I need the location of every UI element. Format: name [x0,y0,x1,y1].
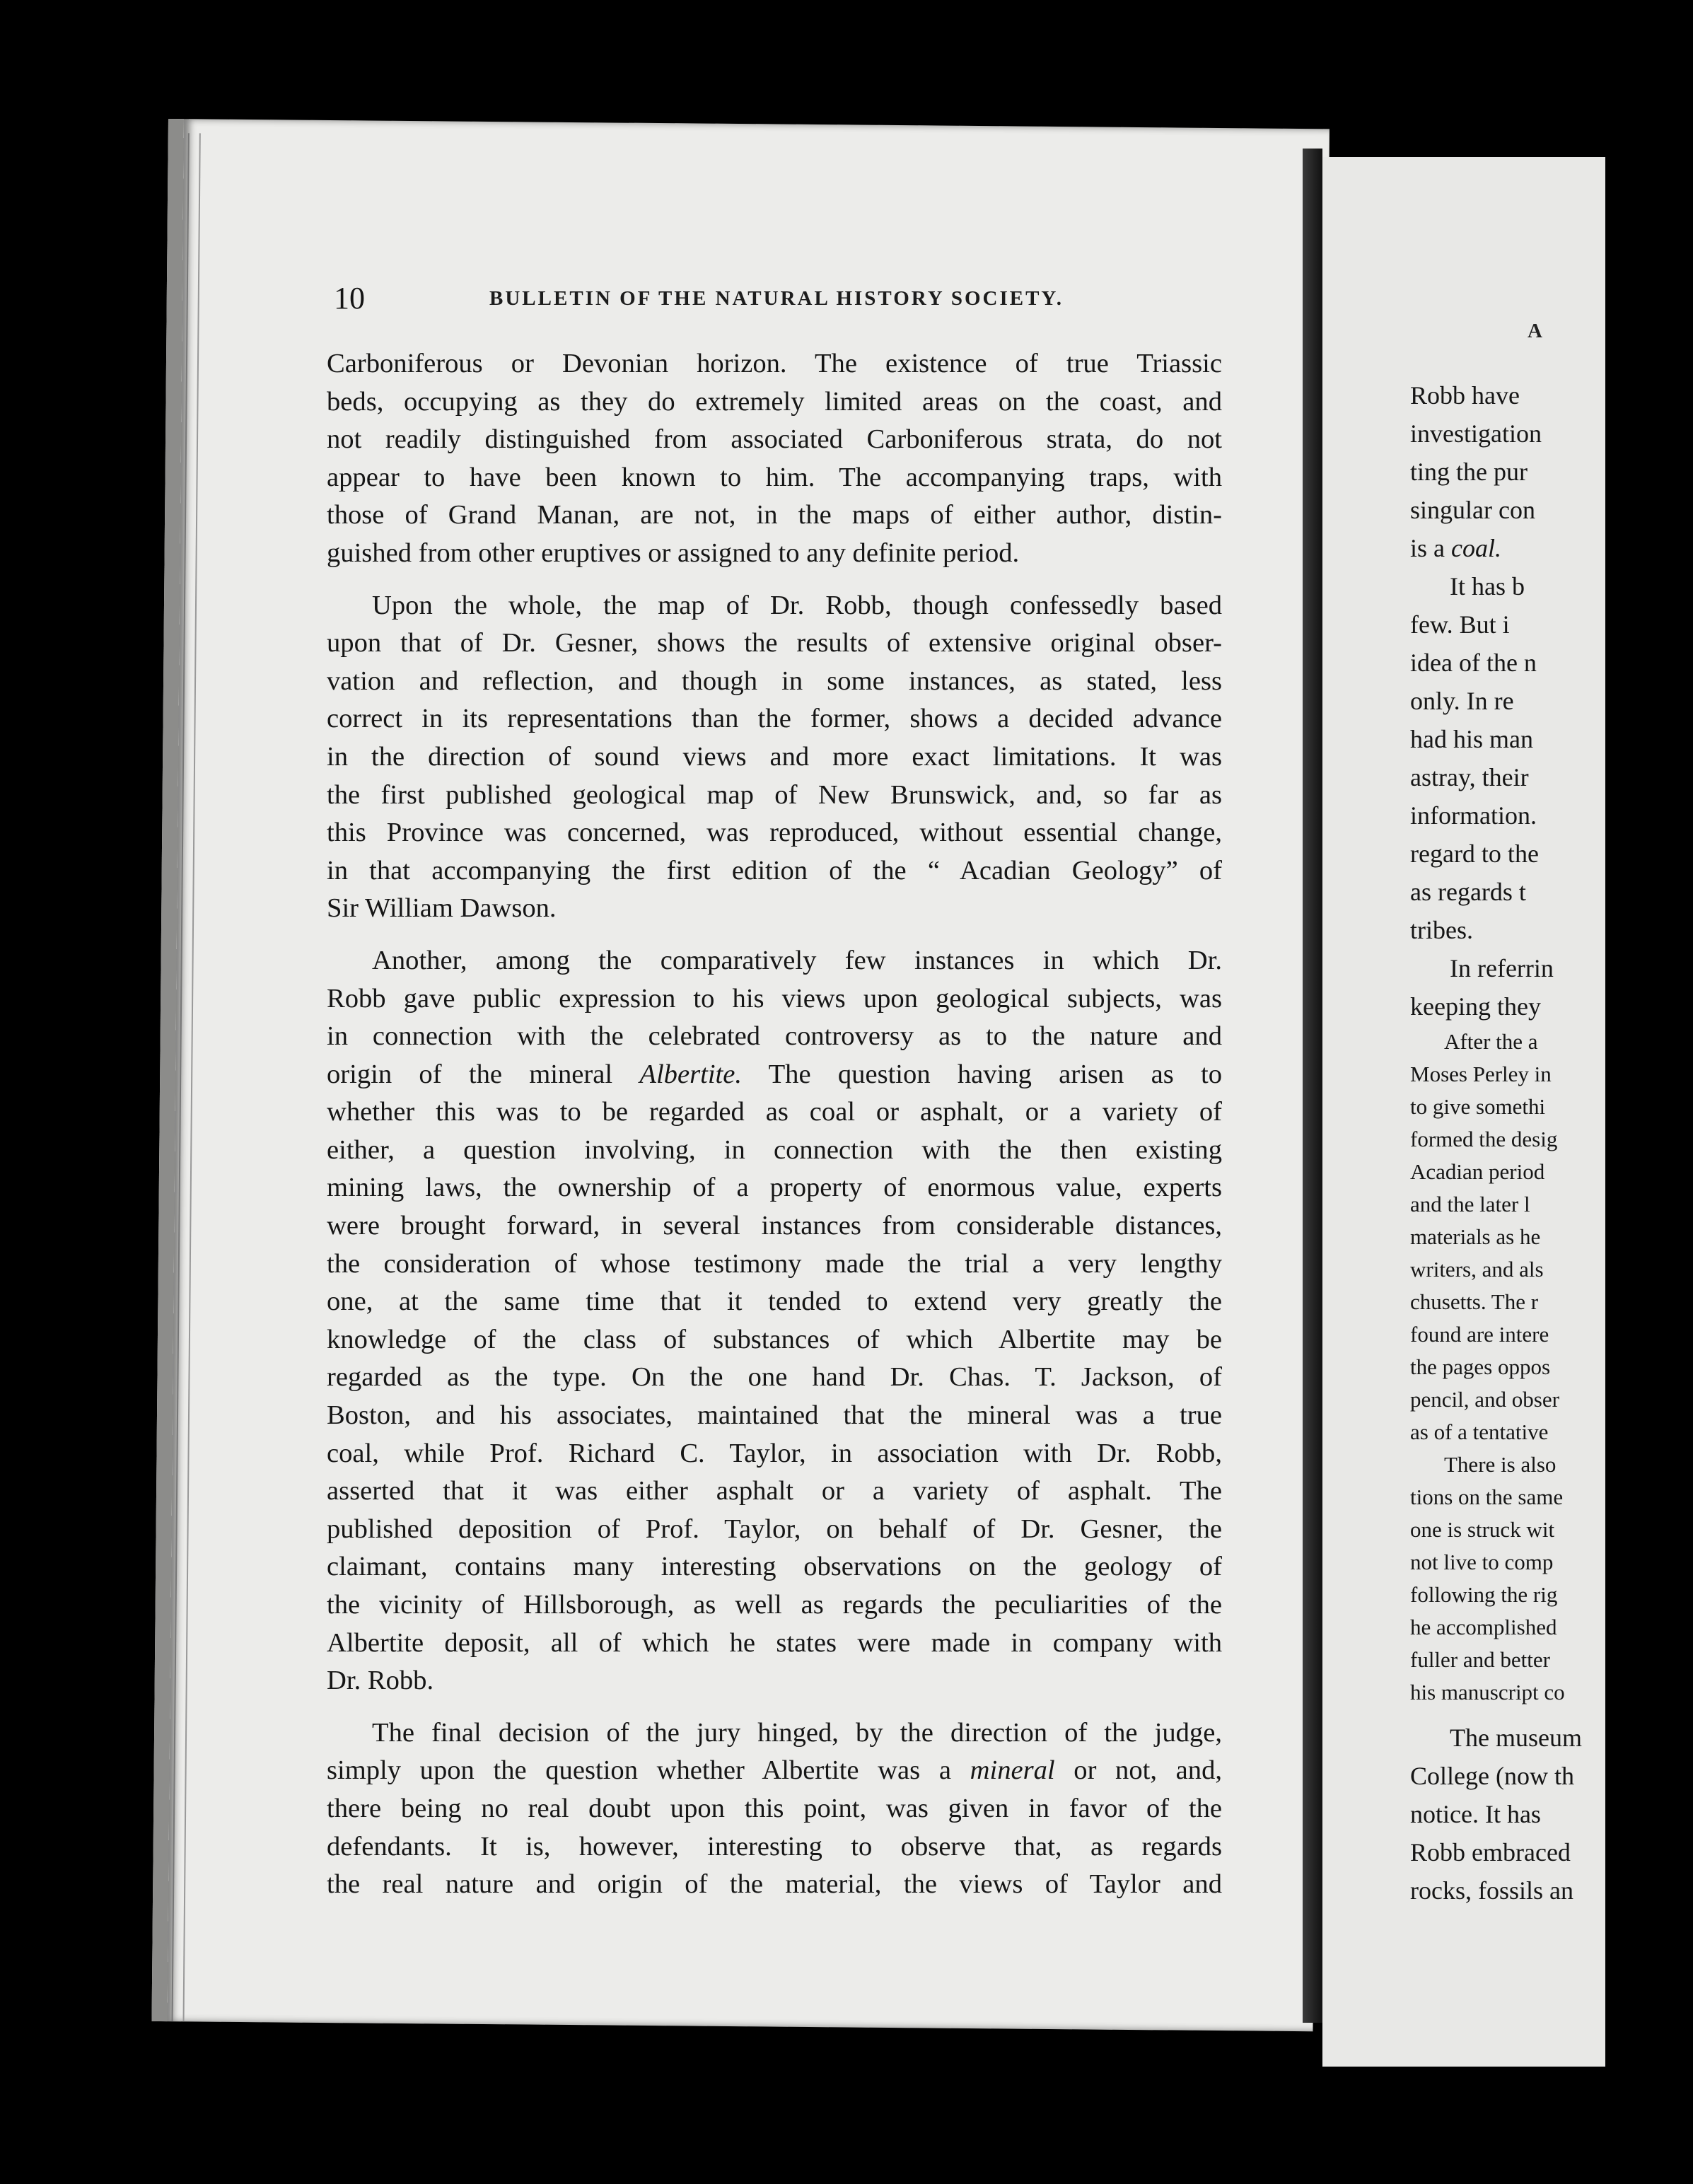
text-line: the first published geological map of New Brunswick, and, so far as [327,779,1222,810]
text-line: simply upon the question whether Albertite was a mineral or not, and, [327,1755,1222,1786]
facing-page-line: Robb have [1410,381,1520,410]
text-line: the vicinity of Hillsborough, as well as regards the peculiarities of the [327,1590,1222,1620]
text-line: published deposition of Prof. Taylor, on behalf of Dr. Gesner, the [327,1514,1222,1544]
facing-page-line: astray, their [1410,763,1529,791]
italic-term: coal. [1451,534,1501,562]
facing-page-line: fuller and better [1410,1647,1550,1672]
facing-page-line: few. But i [1410,610,1510,639]
text-line: mining laws, the ownership of a property of enormous value, experts [327,1173,1222,1203]
running-head-title: BULLETIN OF THE NATURAL HISTORY SOCIETY. [489,287,1064,310]
text-line: guished from other eruptives or assigned to any definite period. [327,538,1020,568]
text-line: those of Grand Manan, are not, in the maps of either author, distin- [327,500,1222,530]
text-line: Sir William Dawson. [327,893,557,924]
running-head [334,280,1267,315]
facing-page-line: only. In re [1410,687,1514,715]
facing-page-line: had his man [1410,725,1533,753]
text-line: vation and reflection, and though in some instances, as stated, less [327,666,1222,696]
text-line: whether this was to be regarded as coal or asphalt, or a variety of [327,1097,1222,1127]
text-line: this Province was concerned, was reproduced, without essential change, [327,818,1222,848]
page-number: 10 [334,281,365,315]
text-line: either, a question involving, in connection with the then existing [327,1134,1222,1165]
text-line: The final decision of the jury hinged, by the direction of the judge, [372,1717,1222,1748]
facing-page-line: information. [1410,801,1537,830]
text-line: regarded as the type. On the one hand Dr. Chas. T. Jackson, of [327,1362,1222,1393]
facing-page-line: Moses Perley in [1410,1062,1552,1086]
facing-page-running-head: A [1528,320,1544,342]
facing-page-line: to give somethi [1410,1094,1546,1119]
facing-page-line: formed the desig [1410,1127,1558,1151]
facing-page-line: Robb embraced [1410,1838,1571,1866]
facing-page-line: materials as he [1410,1224,1541,1249]
facing-page-line: writers, and als [1410,1257,1544,1282]
text-line: Another, among the comparatively few instances in which Dr. [372,945,1222,975]
facing-page-line: tribes. [1410,916,1473,944]
page-body-text [327,345,1222,1904]
text-line: claimant, contains many interesting observations on the geology of [327,1552,1222,1582]
facing-page-line: following the rig [1410,1582,1558,1607]
facing-page-line: the pages oppos [1410,1354,1551,1379]
gutter-shadow [1303,149,1322,2023]
facing-page-line: ting the pur [1410,458,1528,486]
text-line: Albertite deposit, all of which he states were made in company with [327,1627,1222,1658]
text-line: there being no real doubt upon this point, was given in favor of the [327,1793,1222,1823]
facing-page-line: he accomplished [1410,1615,1557,1639]
facing-page-line: is a coal. [1410,534,1501,562]
text-line: asserted that it was either asphalt or a variety of asphalt. The [327,1476,1222,1506]
text-line: Boston, and his associates, maintained that the mineral was a true [327,1400,1222,1431]
facing-page [1322,157,1605,2067]
facing-page-line: After the a [1444,1029,1538,1054]
facing-page-line: College (now th [1410,1762,1574,1790]
paragraph [327,942,1222,1700]
text-line: beds, occupying as they do extremely limited areas on the coast, and [327,386,1222,417]
facing-page-line: The museum [1450,1724,1582,1752]
facing-page-text [1410,376,1693,1910]
text-line: Robb gave public expression to his views upon geological subjects, was [327,983,1222,1013]
facing-page-line: not live to comp [1410,1550,1554,1574]
facing-page-line: notice. It has [1410,1800,1541,1828]
text-line: Upon the whole, the map of Dr. Robb, though confessedly based [372,590,1222,620]
paragraph [327,1714,1222,1904]
text-line: not readily distinguished from associated Carboniferous strata, do not [327,424,1222,455]
facing-page-line: There is also [1444,1452,1557,1477]
facing-page-line: pencil, and obser [1410,1387,1559,1412]
paragraph [327,587,1222,928]
text-line: Dr. Robb. [327,1666,434,1696]
text-line: knowledge of the class of substances of which Albertite may be [327,1324,1222,1354]
text-line: correct in its representations than the former, shows a decided advance [327,704,1222,734]
facing-page-line: Acadian period [1410,1159,1545,1184]
text-line: coal, while Prof. Richard C. Taylor, in association with Dr. Robb, [327,1438,1222,1468]
text-line: were brought forward, in several instances from considerable distances, [327,1211,1222,1241]
facing-page-line: singular con [1410,496,1535,524]
facing-page-line: idea of the n [1410,649,1537,677]
facing-page-line: one is struck wit [1410,1517,1555,1542]
facing-page-line: It has b [1450,572,1525,600]
facing-page-line: tions on the same [1410,1485,1564,1509]
page-edge [172,133,201,2021]
text-line: in the direction of sound views and more exact limitations. It was [327,741,1222,772]
text-line: origin of the mineral Albertite. The question having arisen as to [327,1059,1222,1089]
facing-page-line: and the later l [1410,1192,1530,1216]
facing-page-line: investigation [1410,419,1542,448]
facing-page-line: In referrin [1450,954,1554,982]
italic-term: mineral [970,1755,1055,1786]
facing-page-line: as regards t [1410,878,1526,906]
facing-page-line: regard to the [1410,840,1539,868]
text-line: appear to have been known to him. The accompanying traps, with [327,462,1222,492]
text-line: one, at the same time that it tended to extend very greatly the [327,1286,1222,1317]
text-line: in connection with the celebrated controversy as to the nature and [327,1021,1222,1052]
facing-page-line: keeping they [1410,992,1541,1021]
text-line: the real nature and origin of the material, the views of Taylor and [327,1869,1222,1900]
text-line: Carboniferous or Devonian horizon. The existence of true Triassic [327,349,1222,378]
facing-page-line: rocks, fossils an [1410,1876,1573,1905]
text-line: upon that of Dr. Gesner, shows the results of extensive original obser- [327,628,1222,658]
facing-page-line: his manuscript co [1410,1680,1565,1704]
facing-page-line: as of a tentative [1410,1419,1549,1444]
facing-page-line: found are intere [1410,1322,1549,1347]
paragraph [327,345,1222,573]
facing-page-line: chusetts. The r [1410,1289,1539,1314]
text-line: in that accompanying the first edition of the “ Acadian Geology” of [327,855,1222,885]
text-line: the consideration of whose testimony made the trial a very lengthy [327,1248,1222,1279]
text-line: defendants. It is, however, interesting to observe that, as regards [327,1831,1222,1861]
italic-term: Albertite. [639,1059,743,1089]
